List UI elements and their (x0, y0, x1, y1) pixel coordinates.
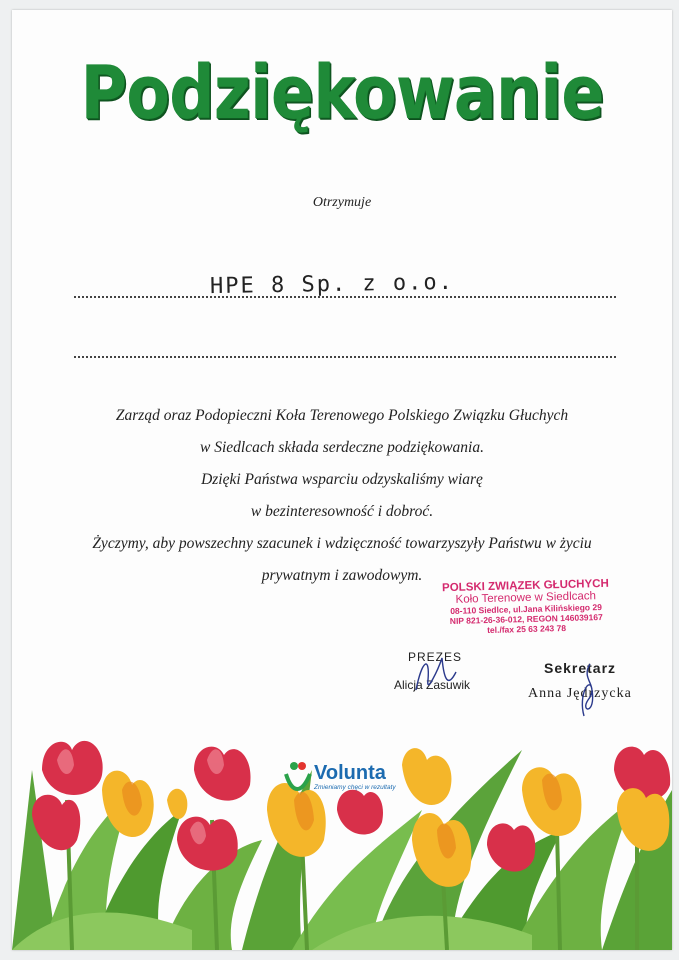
president-signature (408, 650, 468, 700)
body-line: prywatnym i zawodowym. (261, 567, 423, 584)
receives-label: Otrzymuje (312, 195, 372, 210)
recipient-line-1 (74, 296, 616, 298)
stamp-line: POLSKI ZWIĄZEK GŁUCHYCH (441, 577, 609, 595)
secretary-label: Sekretarz (544, 660, 617, 676)
recipient-name: HPE 8 Sp. z o.o. (209, 269, 455, 300)
body-line: Zarząd oraz Podopieczni Koła Terenowego Polskiego Związku Głuchych (115, 407, 569, 424)
recipient-line-2 (74, 356, 616, 358)
president-label: PREZES (408, 650, 463, 664)
president-name: Alicja Zasuwik (394, 678, 471, 692)
certificate-title: Podziękowanie (80, 50, 604, 136)
thank-you-text (52, 400, 632, 592)
body-line: Życzymy, aby powszechny szacunek i wdzięczność towarzyszyły Państwu w życiu (92, 535, 592, 552)
logo-tagline: Zmieniamy chęci w rezultaty (314, 784, 396, 791)
stamp-line: 08-110 Siedlce, ul.Jana Kilińskiego 29 (450, 602, 602, 616)
stamp-line: NIP 821-26-36-012, REGON 146039167 (449, 611, 603, 626)
stamp-line: Koło Terenowe w Siedlcach (455, 590, 597, 606)
body-line: Dzięki Państwa wsparciu odzyskaliśmy wiarę (201, 471, 483, 488)
body-line: w bezinteresowność i dobroć. (250, 503, 434, 520)
logo-name: Volunta (314, 762, 386, 784)
secretary-signature (570, 660, 610, 720)
secretary-name: Anna Jędrzycka (528, 686, 632, 701)
stamp-line: tel./fax 25 63 243 78 (486, 622, 567, 636)
certificate-page (12, 10, 672, 950)
organization-stamp (435, 578, 616, 637)
body-line: w Siedlcach składa serdeczne podziękowania. (200, 439, 484, 456)
